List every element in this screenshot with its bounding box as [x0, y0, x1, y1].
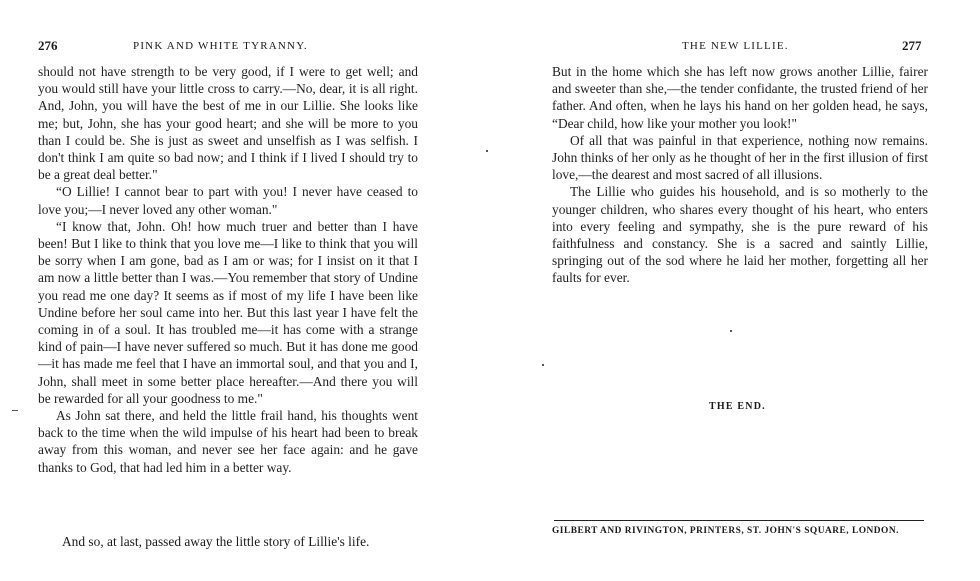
left-running-head: PINK AND WHITE TYRANNY. [133, 40, 308, 52]
left-page-number: 276 [38, 38, 58, 53]
left-paragraph-3: “I know that, John. Oh! how much truer and better than I have been! But I like to think that you love me—I like to think that you will be sorry when I am gone, bad as I am or was; for I insist on it that I am now a little better than I was.—You remember that story of Undine you read me one day? It seems as if most of my life I have been like Undine before her soul came into her. But this last year I have felt the coming in of a soul. It has troubled me—it has come with a strange kind of pain—I have never suffered so much. But it has done me good—it has made me feel that I have an immortal soul, and that you and I, John, shall meet in some better place hereafter.—And there you will be rewarded for all your goodness to me." [38, 218, 418, 406]
right-paragraph-3: The Lillie who guides his household, and is so motherly to the younger children, who shares every thought of his heart, who enters into every feeling and sympathy, she is the pure reward of his faithfulness and constancy. She is a sacred and saintly Lillie, springing out of the sod where he laid her mother, forgetting all her faults for ever. [552, 184, 928, 286]
printer-imprint: GILBERT AND RIVINGTON, PRINTERS, ST. JOHN'S SQUARE, LONDON. [552, 526, 899, 536]
right-running-head: THE NEW LILLIE. [682, 40, 789, 52]
left-page-body [38, 63, 418, 476]
print-speck [730, 330, 732, 332]
left-paragraph-1: should not have strength to be very good, if I were to get well; and you would still have your little cross to carry.—No, dear, it is all right. And, John, you will have the best of me in our Lillie. She looks like me; but, John, she has your good heart; and she will be more to you than I could be. She is just as sweet and unselfish as I was selfish. I don't think I am quite so bad now; and I think if I lived I should try to be a great deal better." [38, 64, 418, 183]
right-paragraph-1: But in the home which she has left now grows another Lillie, fairer and sweeter than she,—the tender confidante, the trusted friend of her father. And often, when he lays his hand on her golden head, he says, “Dear child, how like your mother you look!" [552, 64, 928, 131]
right-page-body [552, 63, 928, 287]
left-paragraph-2: “O Lillie! I cannot bear to part with you! I never have ceased to love you;—I never loved any other woman." [38, 184, 418, 217]
print-speck [12, 410, 18, 411]
print-speck [486, 150, 488, 152]
imprint-rule [554, 520, 924, 521]
closing-line: And so, at last, passed away the little story of Lillie's life. [62, 534, 370, 549]
right-paragraph-2: Of all that was painful in that experience, nothing now remains. John thinks of her only as he thought of her in the first illusion of first love,—the dearest and most sacred of all illusions. [552, 132, 928, 183]
print-speck [542, 364, 544, 366]
left-paragraph-4: As John sat there, and held the little frail hand, his thoughts went back to the time when the wild impulse of his heart had been to break away from this woman, and never see her face again: and he gave thanks to God, that had led him in a better way. [38, 408, 418, 475]
the-end-label: THE END. [709, 401, 766, 412]
right-page [490, 0, 980, 581]
right-page-number: 277 [902, 38, 922, 53]
